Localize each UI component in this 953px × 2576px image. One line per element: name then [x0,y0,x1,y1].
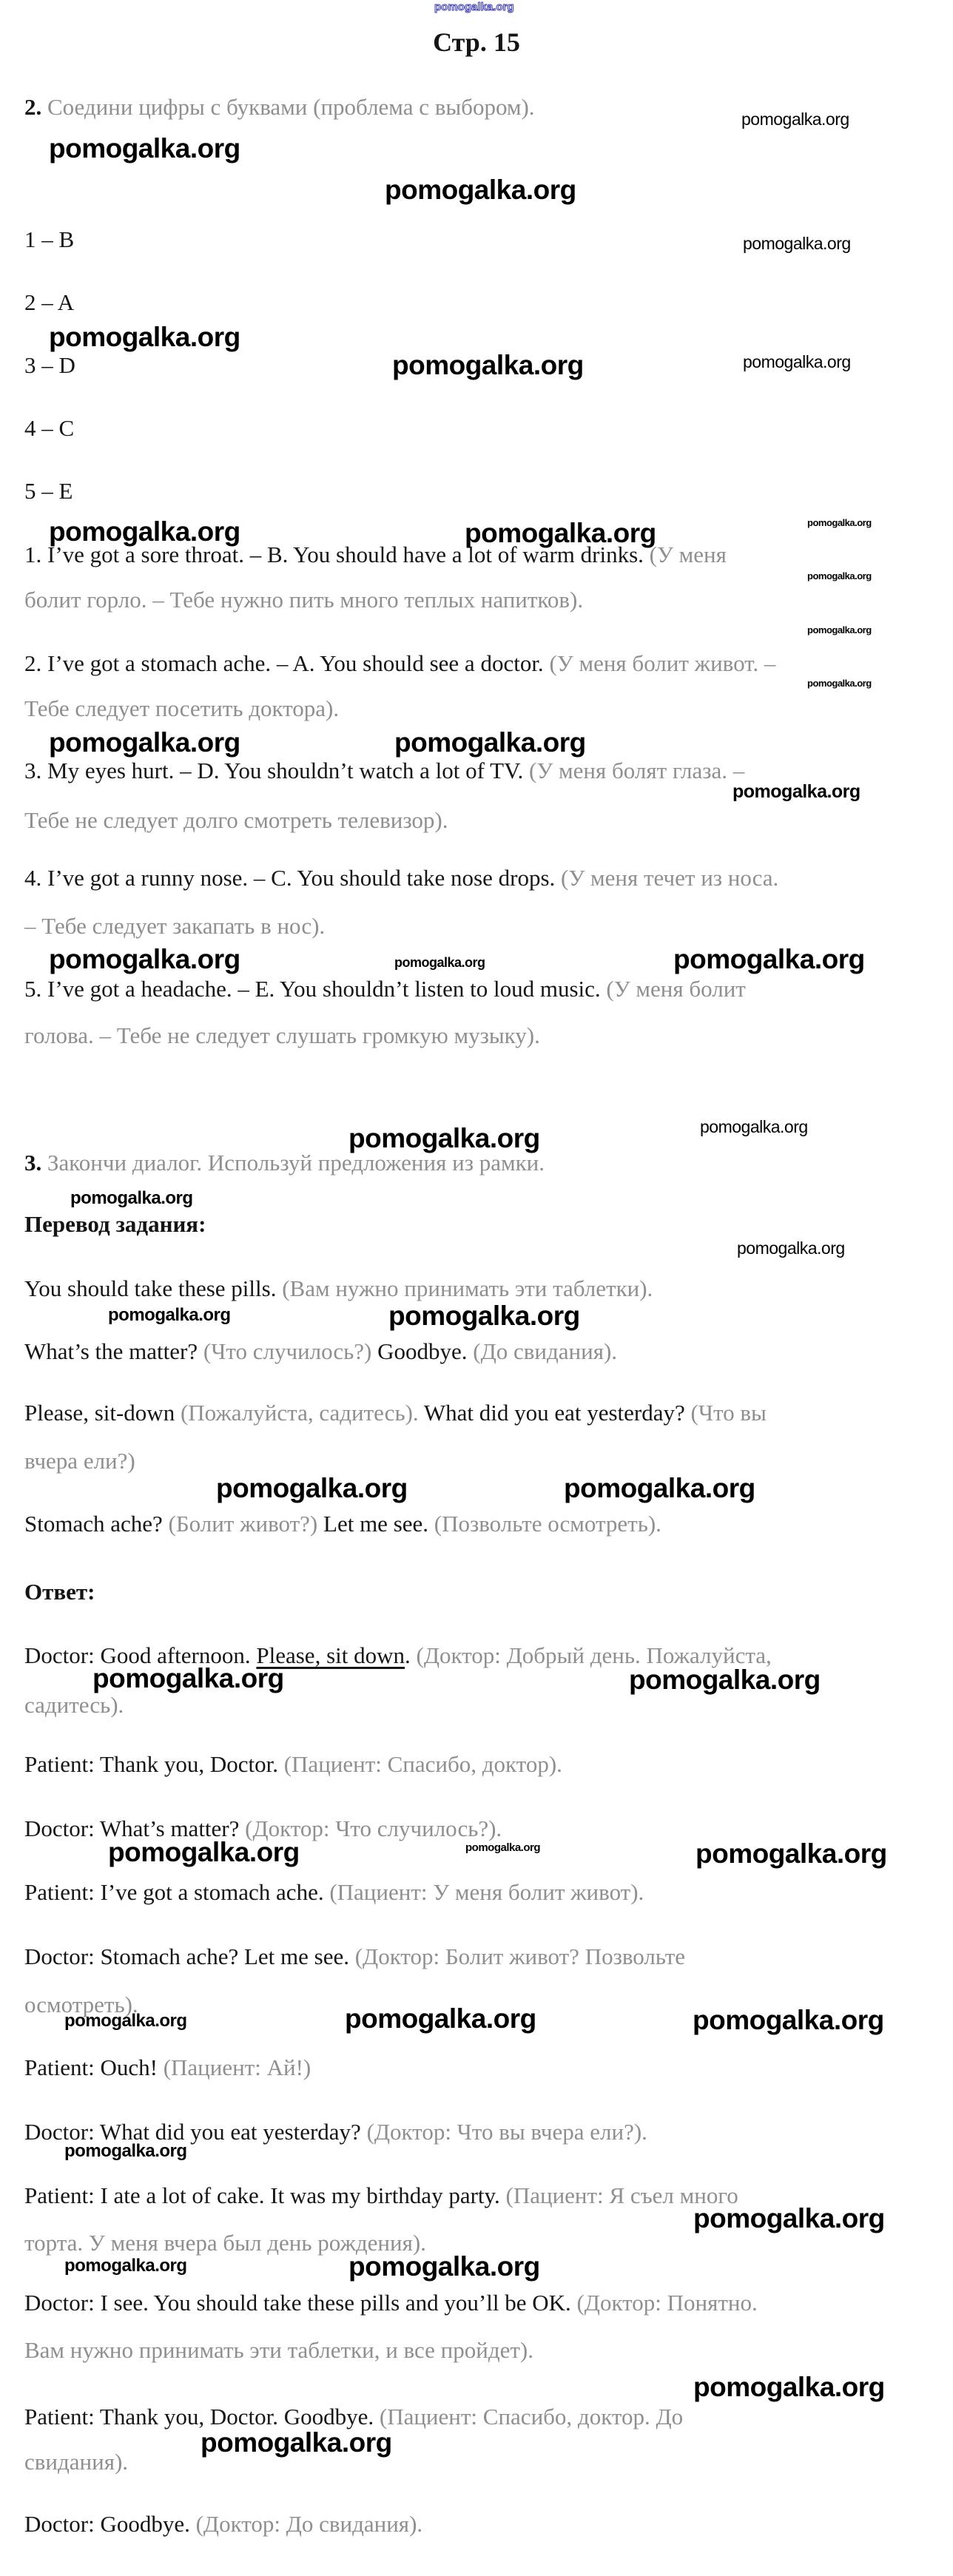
frame-sentence-sitdown [24,1400,767,1426]
site-watermark: pomogalka.org [394,727,586,758]
task-3-heading [24,1150,545,1176]
text-segment: Patient: Ouch! [24,2054,164,2080]
match-sentence-4-cont [24,914,325,939]
text-segment: Doctor: Stomach ache? Let me see. [24,1943,355,1969]
text-segment: голова. – Тебе не следует слушать громкую музыку). [24,1022,540,1048]
text-segment: 1. I’ve got a sore throat. – B. You should have a lot of warm drinks. [24,542,650,567]
site-watermark: pomogalka.org [49,516,240,547]
text-segment: 1 – B [24,226,75,252]
text-segment: 4 – C [24,415,75,441]
site-watermark: pomogalka.org [394,955,485,970]
site-watermark: pomogalka.org [392,350,584,380]
text-segment: Patient: I’ve got a stomach ache. [24,1879,330,1905]
text-segment: 5 – E [24,478,73,504]
text-segment: (Пациент: Ай!) [163,2054,312,2080]
site-watermark: pomogalka.org [49,727,240,758]
text-segment: 2. I’ve got a stomach ache. – A. You should see a doctor. [24,650,550,676]
text-segment: Перевод задания: [24,1211,206,1237]
site-watermark: pomogalka.org [741,109,849,129]
text-segment: (Пациент: У меня болит живот). [329,1879,644,1905]
text-segment: (У меня течет из носа. [561,865,779,891]
text-segment: (Доктор: Болит живот? Позвольте [354,1943,686,1969]
text-segment: (Пациент: Я съел много [505,2182,738,2208]
match-sentence-5 [24,977,746,1002]
text-segment: (Доктор: Понятно. [576,2290,758,2316]
site-watermark: pomogalka.org [388,1301,580,1331]
site-watermark: pomogalka.org [348,1123,540,1153]
site-watermark-blue: pomogalka.org [434,1,514,13]
site-watermark: pomogalka.org [693,2372,885,2402]
text-segment: (Доктор: Добрый день. Пожалуйста, [416,1642,772,1668]
dialog-patient-3 [24,2055,311,2080]
text-segment: (Пациент: Спасибо, доктор). [283,1751,562,1777]
dialog-patient-5-cont [24,2449,128,2475]
site-watermark: pomogalka.org [629,1665,821,1695]
text-segment: Вам нужно принимать эти таблетки, и все пройдет). [24,2337,533,2363]
match-sentence-3-cont [24,808,448,833]
site-watermark: pomogalka.org [64,2011,187,2031]
text-segment: Goodbye. [377,1338,474,1364]
answer-pair-5 [24,479,73,504]
site-watermark: pomogalka.org [564,1473,755,1503]
text-segment: Закончи диалог. Используй предложения из рамки. [41,1150,545,1176]
text-segment: (Доктор: Что случилось?). [245,1815,502,1841]
answer-pair-3 [24,353,75,378]
dialog-doctor-5 [24,2290,758,2316]
site-watermark: pomogalka.org [693,2005,884,2035]
text-segment: 3. My eyes hurt. – D. You shouldn’t watch a lot of TV. [24,758,529,783]
text-segment: Соедини цифры с буквами (проблема с выбором). [41,94,535,120]
answer-pair-4 [24,416,74,441]
text-segment: 5. I’ve got a headache. – E. You shouldn’t listen to loud music. [24,976,607,1002]
site-watermark: pomogalka.org [49,944,240,974]
match-sentence-5-cont [24,1023,540,1048]
site-watermark: pomogalka.org [737,1238,845,1258]
site-watermark: pomogalka.org [807,517,872,528]
text-segment: Ответ: [24,1579,95,1605]
frame-sentence-matter-goodbye [24,1339,617,1364]
text-segment: 3. [24,1150,42,1176]
match-sentence-3 [24,758,744,783]
text-segment: 2. [24,94,42,120]
text-segment: садитесь). [24,1692,124,1718]
text-segment: 4. I’ve got a runny nose. – C. You should take nose drops. [24,865,562,891]
text-segment: (Что случилось?) [203,1338,378,1364]
text-segment: Stomach ache? [24,1511,169,1537]
site-watermark: pomogalka.org [696,1838,887,1869]
site-watermark: pomogalka.org [733,781,861,802]
text-segment: Patient: Thank you, Doctor. Goodbye. [24,2404,380,2430]
text-segment: Doctor: What did you eat yesterday? [24,2119,367,2145]
match-sentence-2 [24,651,775,676]
answer-pair-1 [24,227,74,252]
text-segment: Patient: I ate a lot of cake. It was my birthday party. [24,2182,506,2208]
site-watermark: pomogalka.org [49,133,240,163]
text-segment: 2 – A [24,289,75,315]
text-segment: Doctor: I see. You should take these pills and you’ll be OK. [24,2290,577,2316]
site-watermark: pomogalka.org [693,2203,885,2233]
dialog-doctor-1-cont [24,1693,124,1718]
site-watermark: pomogalka.org [807,624,872,635]
text-segment: Patient: Thank you, Doctor. [24,1751,284,1777]
answer-heading [24,1579,95,1605]
text-segment: . [405,1642,417,1668]
text-segment: Please, sit down [256,1642,405,1668]
text-segment: (Болит живот?) [168,1511,324,1537]
text-segment: Doctor: Good afternoon. [24,1642,257,1668]
text-segment: свидания). [24,2449,129,2475]
site-watermark: pomogalka.org [348,2251,540,2282]
text-segment: (Пациент: Спасибо, доктор. До [379,2404,684,2430]
dialog-patient-5 [24,2404,683,2430]
text-segment: (Позвольте осмотреть). [434,1511,661,1537]
text-segment: What did you eat yesterday? [423,1400,691,1426]
text-segment: Please, sit-down [24,1400,181,1426]
text-segment: (У меня болит [606,976,746,1002]
dialog-patient-2 [24,1880,644,1905]
text-segment: 3 – D [24,352,75,378]
frame-sentence-pills [24,1276,653,1301]
dialog-patient-4 [24,2183,738,2208]
site-watermark: pomogalka.org [743,234,851,253]
site-watermark: pomogalka.org [673,944,865,974]
text-segment: – Тебе следует закапать в нос). [24,913,326,939]
text-segment: Тебе следует посетить доктора). [24,695,340,721]
site-watermark: pomogalka.org [743,352,851,371]
site-watermark: pomogalka.org [108,1305,231,1325]
dialog-doctor-6 [24,2512,422,2537]
text-segment: (Доктор: Что вы вчера ели?). [366,2119,647,2145]
text-segment: Doctor: Goodbye. [24,2511,196,2537]
dialog-doctor-3 [24,1944,685,1969]
text-segment: Let me see. [323,1511,434,1537]
text-segment: (Доктор: До свидания). [195,2511,423,2537]
answer-pair-2 [24,290,74,315]
match-sentence-2-cont [24,696,339,721]
site-watermark: pomogalka.org [201,2427,392,2458]
dialog-patient-1 [24,1752,562,1777]
site-watermark: pomogalka.org [92,1663,284,1693]
frame-sentence-stomach [24,1511,661,1537]
text-segment: What’s the matter? [24,1338,203,1364]
site-watermark: pomogalka.org [108,1837,300,1867]
dialog-doctor-5-cont [24,2338,533,2363]
text-segment: (У меня болят глаза. – [529,758,745,783]
text-segment: вчера ели?) [24,1448,135,1474]
site-watermark: pomogalka.org [70,1188,193,1208]
text-segment: (Пожалуйста, садитесь). [180,1400,424,1426]
site-watermark: pomogalka.org [64,2256,187,2276]
frame-sentence-sitdown-cont [24,1449,135,1474]
site-watermark: pomogalka.org [345,2003,536,2034]
text-segment: (До свидания). [473,1338,618,1364]
text-segment: осмотреть). [24,1992,138,2017]
task-2-heading [24,95,535,120]
text-segment: (У меня [649,542,727,567]
translation-heading [24,1212,206,1237]
site-watermark: pomogalka.org [465,518,656,548]
site-watermark: pomogalka.org [700,1117,808,1136]
text-segment: (Что вы [690,1400,767,1426]
text-segment: торта. У меня вчера был день рождения). [24,2230,426,2256]
text-segment: болит горло. – Тебе нужно пить много теплых напитков). [24,587,584,613]
text-segment: Doctor: What’s matter? [24,1815,246,1841]
text-segment: You should take these pills. [24,1275,283,1301]
site-watermark: pomogalka.org [807,570,872,581]
site-watermark: pomogalka.org [216,1473,408,1503]
site-watermark: pomogalka.org [465,1841,541,1854]
page-title: Стр. 15 [433,27,520,57]
match-sentence-4 [24,866,778,891]
match-sentence-1-cont [24,587,583,613]
site-watermark: pomogalka.org [49,322,240,352]
site-watermark: pomogalka.org [385,175,576,205]
text-segment: Тебе не следует долго смотреть телевизор). [24,807,448,833]
site-watermark: pomogalka.org [807,678,872,689]
site-watermark: pomogalka.org [64,2141,187,2161]
text-segment: (У меня болит живот. – [549,650,776,676]
text-segment: (Вам нужно принимать эти таблетки). [282,1275,653,1301]
